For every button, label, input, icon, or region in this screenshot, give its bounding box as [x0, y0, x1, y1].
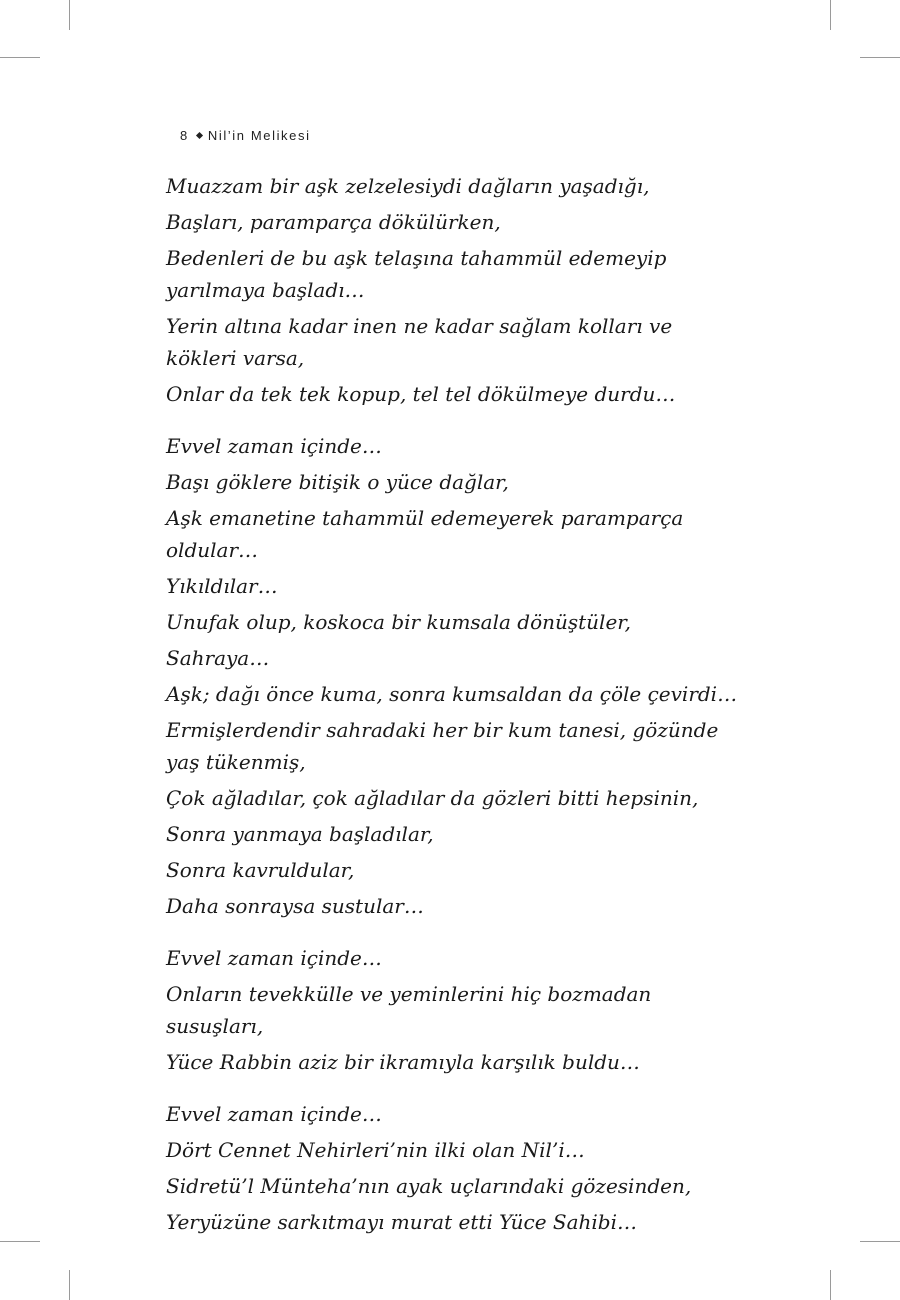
stanza-1	[166, 170, 746, 410]
poem-line: Yerin altına kadar inen ne kadar sağlam kolları ve kökleri varsa,	[166, 314, 673, 370]
crop-mark-left-bottom	[0, 1241, 40, 1242]
crop-mark-bottom-right	[830, 1270, 831, 1300]
poem-line: Ermişlerdendir sahradaki her bir kum tanesi, gözünde yaş tükenmiş,	[166, 718, 719, 774]
poem-line: Dört Cennet Nehirleri’nin ilki olan Nil’i…	[166, 1138, 585, 1162]
page-number: 8	[180, 128, 189, 143]
poem-line: Evvel zaman içinde…	[166, 1102, 382, 1126]
poem-line: Yüce Rabbin aziz bir ikramıyla karşılık buldu…	[166, 1050, 640, 1074]
stanza-4	[166, 1098, 746, 1238]
diamond-separator-icon	[196, 132, 203, 139]
poem-line: Başları, paramparça dökülürken,	[166, 210, 501, 234]
poem-line: Çok ağladılar, çok ağladılar da gözleri bitti hepsinin,	[166, 786, 699, 810]
poem-line: Aşk; dağı önce kuma, sonra kumsaldan da çöle çevirdi…	[166, 682, 738, 706]
poem-line: Yıkıldılar…	[166, 574, 278, 598]
poem-line: Onlar da tek tek kopup, tel tel dökülmeye durdu…	[166, 382, 676, 406]
crop-mark-top-right	[830, 0, 831, 30]
crop-mark-top-left	[69, 0, 70, 30]
running-head	[180, 128, 311, 143]
crop-mark-left-top	[0, 57, 40, 58]
stanza-2	[166, 430, 746, 922]
book-title: Nil’in Melikesi	[207, 128, 311, 143]
poem-line: Unufak olup, koskoca bir kumsala dönüştüler,	[166, 610, 632, 634]
poem-line: Muazzam bir aşk zelzelesiydi dağların yaşadığı,	[166, 174, 650, 198]
poem-body	[166, 170, 746, 1242]
poem-line: Daha sonraysa sustular…	[166, 894, 424, 918]
crop-mark-right-top	[860, 57, 900, 58]
poem-line: Sonra kavruldular,	[166, 858, 355, 882]
poem-line: Sahraya…	[166, 646, 270, 670]
poem-line: Evvel zaman içinde…	[166, 434, 382, 458]
poem-line: Başı göklere bitişik o yüce dağlar,	[166, 470, 509, 494]
stanza-3	[166, 942, 746, 1078]
poem-line: Yeryüzüne sarkıtmayı murat etti Yüce Sahibi…	[166, 1210, 638, 1234]
poem-line: Bedenleri de bu aşk telaşına tahammül edemeyip yarılmaya başladı…	[166, 246, 667, 302]
poem-line: Sonra yanmaya başladılar,	[166, 822, 434, 846]
crop-mark-right-bottom	[860, 1241, 900, 1242]
poem-line: Evvel zaman içinde…	[166, 946, 382, 970]
poem-line: Onların tevekkülle ve yeminlerini hiç bozmadan susuşları,	[166, 982, 652, 1038]
poem-line: Aşk emanetine tahammül edemeyerek paramparça oldular…	[166, 506, 684, 562]
poem-line: Sidretü’l Münteha’nın ayak uçlarındaki gözesinden,	[166, 1174, 692, 1198]
crop-mark-bottom-left	[69, 1270, 70, 1300]
